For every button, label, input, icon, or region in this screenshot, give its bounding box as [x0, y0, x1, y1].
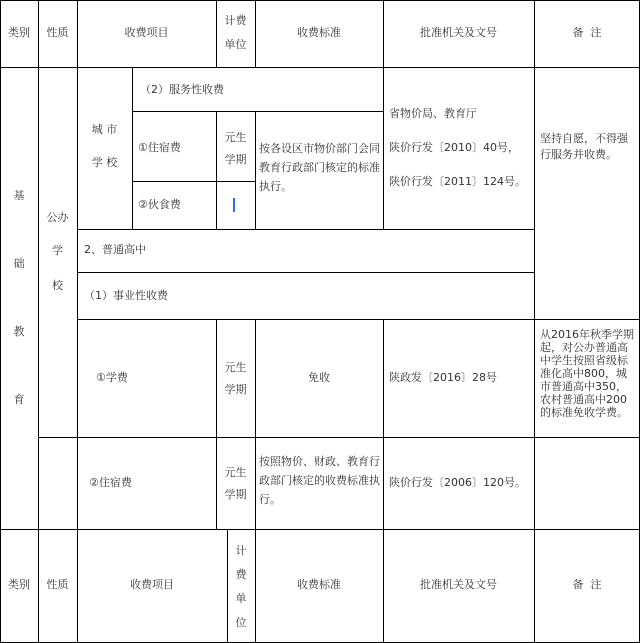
dorm-fee-item: ①住宿费 [138, 141, 181, 154]
footer-nature: 性质 [46, 578, 69, 591]
rule [77, 229, 534, 230]
footer-category: 类别 [8, 578, 30, 591]
header-standard: 收费标准 [297, 26, 341, 39]
nature-line3: 校 [52, 279, 63, 292]
public-fee-section: （1）事业性收费 [84, 289, 168, 302]
category-char: 教 [13, 325, 25, 338]
category-char: 基 [13, 189, 25, 202]
service-fee-remark: 坚持自愿，不得强行服务并收费。 [540, 132, 628, 161]
rule [383, 319, 384, 643]
rule [255, 111, 256, 229]
header-unit-line2: 单位 [224, 38, 247, 51]
rule [216, 0, 217, 67]
footer-unit-char: 费 [235, 568, 247, 581]
footer-item: 收费项目 [130, 578, 174, 591]
rule [0, 0, 1, 643]
rule [38, 437, 640, 438]
approval-line3: 陕价行发〔2011〕124号。 [389, 175, 526, 188]
dorm-item: ②住宿费 [89, 476, 132, 489]
unit-line1: 元生 [224, 361, 247, 374]
dorm-fee-standard: 按各设区市物价部门会同教育行政部门核定的标准执行。 [259, 142, 380, 193]
tuition-item: ①学费 [96, 371, 128, 384]
rule [132, 181, 255, 182]
footer-unit-char: 单 [235, 592, 247, 605]
rule [534, 0, 535, 643]
text-cursor [233, 198, 235, 212]
footer-unit-char: 计 [235, 544, 247, 557]
category-char: 育 [13, 393, 25, 406]
footer-remark: 备 注 [572, 578, 602, 591]
meal-fee-item: ②伙食费 [138, 198, 181, 211]
approval-line2: 陕价行发〔2010〕40号， [389, 141, 519, 154]
category-char: 础 [13, 257, 25, 270]
rule [77, 319, 640, 320]
approval-line1: 省物价局、教育厅 [389, 107, 477, 120]
unit-line1: 元生 [224, 466, 247, 479]
dorm-standard: 按照物价、财政、教育行政部门核定的收费标准执行。 [259, 455, 380, 506]
header-remark: 备 注 [572, 26, 602, 39]
header-item: 收费项目 [124, 26, 169, 39]
dorm-approval: 陕价行发〔2006〕120号。 [389, 476, 526, 489]
rule [0, 67, 640, 68]
nature-line2: 学 [52, 244, 63, 257]
rule [77, 0, 78, 643]
tuition-approval: 陕政发〔2016〕28号 [389, 371, 497, 384]
city-school-line1: 城 市 [91, 123, 118, 136]
footer-standard: 收费标准 [297, 578, 341, 591]
tuition-standard: 免收 [308, 371, 330, 384]
rule [0, 529, 640, 530]
footer-approval: 批准机关及文号 [420, 578, 497, 591]
city-school-line2: 学 校 [91, 156, 118, 169]
rule [216, 111, 217, 229]
header-approval: 批准机关及文号 [420, 26, 497, 39]
header-category: 类别 [8, 26, 30, 39]
footer-unit-char: 位 [235, 616, 247, 629]
unit-line2: 学期 [224, 153, 247, 166]
tuition-remark: 从2016年秋季学期起，对公办普通高中学生按照省级标准化高中800，城市普通高中350，农村普通高中200的标准免收学费。 [540, 328, 634, 419]
nature-line1: 公办 [46, 211, 69, 224]
rule [38, 0, 39, 643]
header-unit-line1: 计费 [224, 14, 247, 27]
header-nature: 性质 [46, 26, 69, 39]
high-school-title: 2、普通高中 [84, 243, 146, 256]
rule [77, 272, 534, 273]
rule [255, 319, 256, 643]
rule [0, 0, 640, 1]
service-fee-section: （2）服务性收费 [140, 83, 224, 96]
rule [132, 67, 133, 229]
unit-line2: 学期 [224, 488, 247, 501]
unit-line2: 学期 [224, 383, 247, 396]
rule [132, 111, 383, 112]
unit-line1: 元生 [224, 131, 247, 144]
